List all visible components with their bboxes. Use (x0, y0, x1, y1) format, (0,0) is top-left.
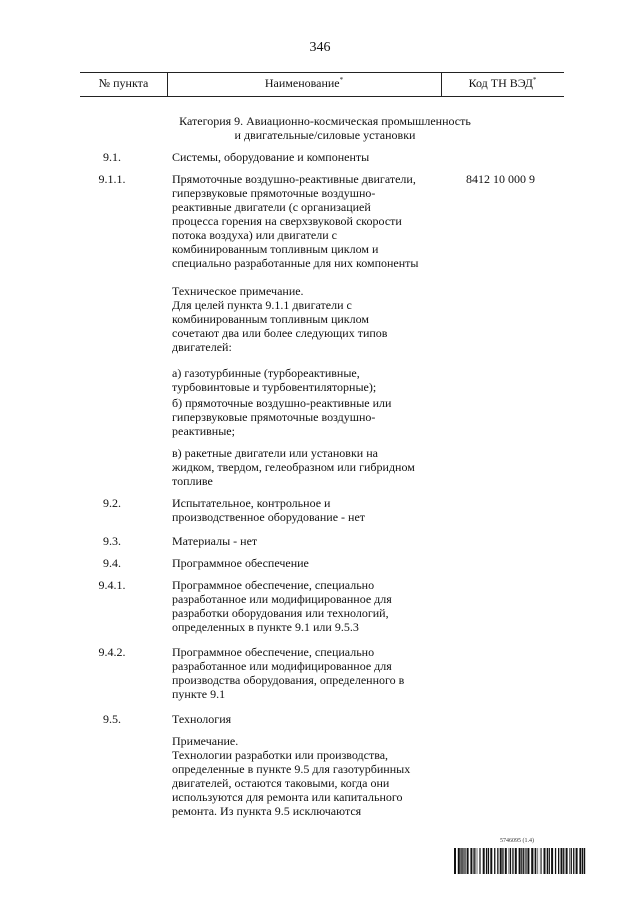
item-text-line: комбинированным топливным циклом и (172, 242, 379, 256)
item-text (172, 496, 444, 524)
item-text-line: Прямоточные воздушно-реактивные двигатели, (172, 172, 416, 186)
item-text-line: производственное оборудование - нет (172, 510, 366, 524)
item-text (172, 578, 444, 634)
item-text-line: сочетают два или более следующих типов (172, 326, 388, 340)
barcode-bar (467, 848, 469, 874)
barcode-bar (483, 848, 485, 874)
item-text-line: Материалы - нет (172, 534, 258, 548)
barcode-bar (544, 848, 546, 874)
item-text-line: б) прямоточные воздушно-реактивные или (172, 396, 392, 410)
item-text-line: Технологии разработки или производства, (172, 748, 389, 762)
item-text-line: разработки оборудования или технологий, (172, 606, 389, 620)
item-number: 9.1. (103, 150, 121, 164)
item-number: 9.4.1. (98, 578, 126, 592)
item-text-line: а) газотурбинные (турбореактивные, (172, 366, 360, 380)
barcode-bar (486, 848, 487, 874)
item-text (172, 734, 444, 818)
barcode-bar (579, 848, 581, 874)
item-text (172, 446, 444, 488)
barcode-bar (534, 848, 535, 874)
barcode-bar (473, 848, 474, 874)
barcode-bar (582, 848, 583, 874)
barcode-bar (569, 848, 570, 874)
barcode-bar (525, 848, 526, 874)
barcode-bar (573, 848, 574, 874)
item-text-line: Техническое примечание. (172, 284, 304, 298)
item-number: 9.4. (103, 556, 121, 570)
barcode-bar (521, 848, 522, 874)
item-text-line: Программное обеспечение, специально (172, 645, 375, 659)
item-text-line: используются для ремонта или капитального (172, 790, 403, 804)
barcode-bar (502, 848, 503, 874)
barcode-bar (480, 848, 481, 874)
barcode-bar (494, 848, 495, 874)
item-text-line: процесса горения на сверхзвуковой скорости (172, 214, 402, 228)
header-code-column: Код ТН ВЭД* (468, 76, 537, 90)
header-number-column: № пункта (98, 76, 149, 90)
item-text-line: реактивные двигатели (с организацией (172, 200, 371, 214)
item-text-line: пункте 9.1 (172, 687, 226, 701)
category-heading: Категория 9. Авиационно-космическая промышленность и двигательные/силовые установки (179, 114, 471, 142)
barcode-bar (490, 848, 492, 874)
barcode-bar (576, 848, 578, 874)
barcode-bar (527, 848, 529, 874)
item-text-line: турбовинтовые и турбовентиляторные); (172, 380, 377, 394)
item-text (172, 645, 444, 701)
item-text-line: Примечание. (172, 734, 239, 748)
item-code: 8412 10 000 9 (466, 172, 535, 186)
item-text-line: реактивные; (172, 424, 235, 438)
barcode-bar (470, 848, 472, 874)
item-text-line: Программное обеспечение, специально (172, 578, 375, 592)
barcode-bar (500, 848, 502, 874)
barcode-bar (460, 848, 461, 874)
barcode-bar (479, 848, 480, 874)
item-text-line: двигателей, остаются таковыми, когда они (172, 776, 390, 790)
item-text (172, 366, 444, 394)
item-text (172, 712, 444, 726)
item-text-line: жидком, твердом, гелеобразном или гибридном (172, 460, 415, 474)
item-text-line: в) ракетные двигатели или установки на (172, 446, 378, 460)
barcode-bar (515, 848, 517, 874)
item-text-line: комбинированным топливным циклом (172, 312, 369, 326)
barcode-bar (535, 848, 536, 874)
item-text (172, 284, 444, 354)
item-text (172, 534, 444, 548)
barcode-bar (526, 848, 527, 874)
item-text-line: Для целей пункта 9.1.1 двигатели с (172, 298, 352, 312)
barcode-bar (571, 848, 572, 874)
barcode-bar (488, 848, 489, 874)
item-text-line: гиперзвуковые прямоточные воздушно- (172, 410, 376, 424)
item-text-line: гиперзвуковые прямоточные воздушно- (172, 186, 376, 200)
barcode-bar (584, 848, 585, 874)
item-text (172, 172, 444, 270)
barcode-bar (531, 848, 533, 874)
barcode-bar (462, 848, 463, 874)
item-text (172, 396, 444, 438)
item-text (172, 556, 444, 570)
barcode-bar (561, 848, 563, 874)
barcode-bar (509, 848, 510, 874)
barcode-bar (523, 848, 524, 874)
item-text-line: Программное обеспечение (172, 556, 309, 570)
item-number: 9.4.2. (98, 645, 126, 659)
item-text-line: Испытательное, контрольное и (172, 496, 331, 510)
barcode-bar (458, 848, 460, 874)
item-text-line: разработанное или модифицированное для (172, 659, 392, 673)
item-number: 9.3. (103, 534, 121, 548)
barcode-image (454, 848, 586, 874)
barcode-bar (566, 848, 568, 874)
barcode-bar (510, 848, 511, 874)
item-text-line: специально разработанные для них компоненты (172, 256, 419, 270)
barcode-bar (505, 848, 507, 874)
footnote-mark: * (532, 76, 537, 84)
item-text-line: Технология (172, 712, 232, 726)
header-name-column: Наименование* (264, 76, 344, 90)
barcode-bar (549, 848, 550, 874)
page-number: 346 (309, 40, 331, 55)
item-text-line: ремонта. Из пункта 9.5 исключаются (172, 804, 362, 818)
item-text-line: определенные в пункте 9.5 для газотурбинных (172, 762, 411, 776)
barcode-bar (497, 848, 498, 874)
item-text-line: Системы, оборудование и компоненты (172, 150, 370, 164)
barcode-bar (465, 848, 466, 874)
barcode-bar (555, 848, 556, 874)
barcode-bar (464, 848, 465, 874)
item-number: 9.1.1. (98, 172, 126, 186)
item-text-line: разработанное или модифицированное для (172, 592, 392, 606)
header-bottom-rule (80, 96, 564, 97)
barcode-bar (512, 848, 513, 874)
item-number: 9.5. (103, 712, 121, 726)
barcode-bar (558, 848, 559, 874)
barcode-bar (454, 848, 456, 874)
item-text-line: потока воздуха) или двигатели с (172, 228, 337, 242)
item-text-line: производства оборудования, определенного в (172, 673, 405, 687)
barcode-bar (547, 848, 548, 874)
barcode-bar (540, 848, 541, 874)
item-text-line: определенных в пункте 9.1 или 9.5.3 (172, 620, 359, 634)
item-text (172, 150, 444, 164)
barcode-bar (538, 848, 539, 874)
barcode-bar (563, 848, 564, 874)
item-text-line: топливе (172, 474, 213, 488)
barcode-bar (551, 848, 553, 874)
barcode-bar (541, 848, 542, 874)
item-number: 9.2. (103, 496, 121, 510)
barcode-bar (477, 848, 478, 874)
footnote-mark: * (339, 76, 344, 84)
barcode-bar (474, 848, 475, 874)
barcode-bar (519, 848, 521, 874)
barcode-label: 5746095 (1.4) (500, 838, 534, 844)
item-text-line: двигателей: (172, 340, 232, 354)
header-top-rule (80, 72, 564, 73)
